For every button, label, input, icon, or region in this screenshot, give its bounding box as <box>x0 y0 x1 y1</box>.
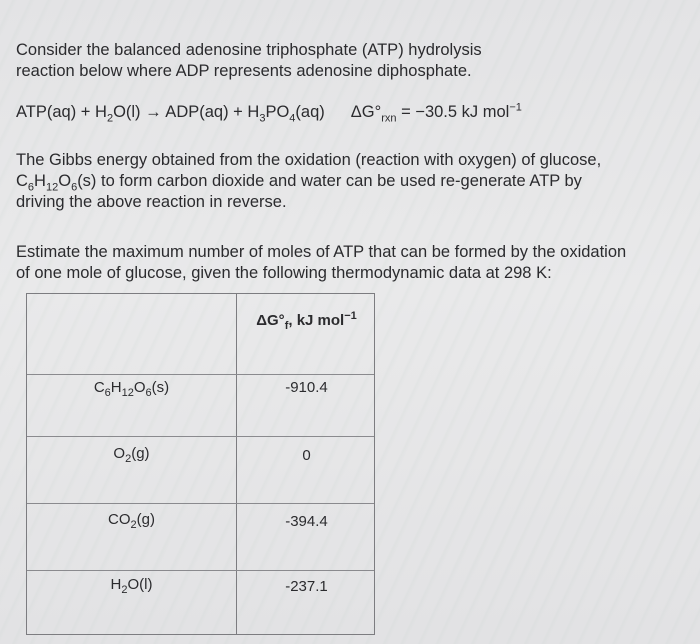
header-symbol: ΔG° <box>256 312 285 329</box>
formula-subscript: 6 <box>145 387 152 399</box>
equation-part: PO <box>265 103 290 121</box>
value-oxygen: 0 <box>302 447 311 464</box>
intro-line-1: Consider the balanced adenosine triphosphate (ATP) hydrolysis <box>16 41 482 59</box>
formula-part: (g) <box>136 511 155 528</box>
formula-part: CO <box>108 511 131 528</box>
glucose-line-2 <box>16 171 696 192</box>
value-water: -237.1 <box>285 578 328 595</box>
formula-part: C <box>93 379 105 396</box>
formula-part: O <box>58 172 72 190</box>
delta-g-value: = −30.5 kJ mol <box>396 103 510 121</box>
glucose-line-1: The Gibbs energy obtained from the oxidation (reaction with oxygen) of glucose, <box>16 151 602 169</box>
equation-part: (aq) <box>295 103 325 121</box>
glucose-line-2-text: (s) to form carbon dioxide and water can be used re-generate ATP by <box>77 172 582 190</box>
table-row-divider <box>27 436 374 437</box>
value-glucose: -910.4 <box>285 379 328 396</box>
formula-subscript: 2 <box>130 519 137 531</box>
formula-subscript: 2 <box>125 453 132 465</box>
equation-subscript: 3 <box>259 112 266 125</box>
formula-part: O(l) <box>127 576 153 593</box>
species-carbon-dioxide <box>27 511 236 531</box>
formula-part: C <box>16 172 28 190</box>
delta-g-symbol: ΔG° <box>350 103 382 121</box>
value-carbon-dioxide: -394.4 <box>285 513 328 530</box>
equation-subscript: 2 <box>106 112 114 125</box>
species-glucose <box>27 379 236 399</box>
formula-subscript: 6 <box>27 181 35 194</box>
formula-subscript: 12 <box>45 181 59 194</box>
species-oxygen <box>27 445 236 465</box>
formula-part: H <box>110 379 122 396</box>
glucose-line-3: driving the above reaction in reverse. <box>16 193 287 211</box>
intro-line-2: reaction below where ADP represents adenosine diphosphate. <box>16 62 472 80</box>
formula-part: (s) <box>151 379 170 396</box>
table-row-divider <box>27 503 374 504</box>
question-paragraph <box>16 242 696 284</box>
formula-part: H <box>34 172 46 190</box>
formula-part: (g) <box>131 445 150 462</box>
table-header-delta-gf <box>237 310 376 332</box>
equation-part: O(l) → ADP(aq) + H <box>113 103 260 121</box>
unit-superscript: −1 <box>509 101 522 114</box>
header-unit: , kJ mol <box>288 312 345 329</box>
thermo-data-table <box>26 293 375 635</box>
species-water <box>27 576 236 596</box>
hydrolysis-equation <box>16 102 696 123</box>
header-subscript: f <box>284 320 289 332</box>
question-line-2: of one mole of glucose, given the following thermodynamic data at 298 K: <box>16 264 552 282</box>
table-row-divider <box>27 374 374 375</box>
delta-g-subscript: rxn <box>381 112 397 125</box>
table-row-divider <box>27 570 374 571</box>
equation-part: ATP(aq) + H <box>16 103 107 121</box>
header-superscript: −1 <box>344 310 357 322</box>
formula-subscript: 12 <box>121 387 134 399</box>
formula-subscript: 6 <box>71 181 78 194</box>
formula-part: O <box>133 379 146 396</box>
formula-subscript: 6 <box>104 387 111 399</box>
intro-paragraph <box>16 40 696 82</box>
formula-part: O <box>113 445 126 462</box>
glucose-paragraph <box>16 150 696 213</box>
equation-subscript: 4 <box>289 112 296 125</box>
formula-part: H <box>110 576 122 593</box>
formula-subscript: 2 <box>121 584 128 596</box>
question-line-1: Estimate the maximum number of moles of ATP that can be formed by the oxidation <box>16 243 627 261</box>
